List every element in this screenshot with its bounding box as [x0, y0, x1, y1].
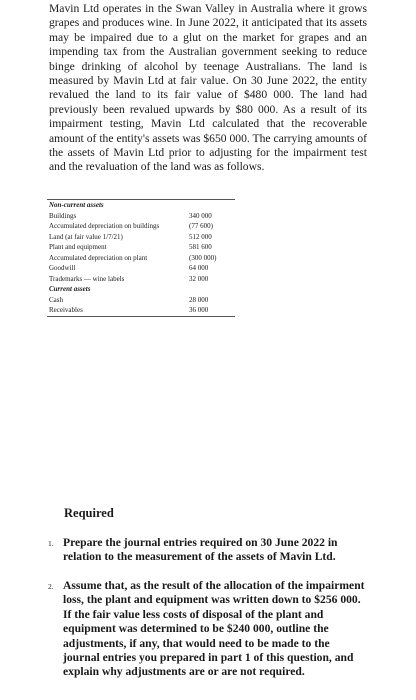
row-label: Accumulated depreciation on buildings: [49, 222, 160, 230]
row-value: 36 000: [189, 306, 209, 314]
table-row: [47, 263, 235, 274]
row-label: Receivables: [49, 306, 83, 314]
row-value: 340 000: [189, 211, 212, 220]
row-value: 512 000: [189, 232, 212, 241]
question-2: [48, 579, 366, 680]
row-value: (77 600): [189, 222, 213, 230]
table-row: [47, 274, 235, 285]
current-heading: Current assets: [49, 285, 91, 293]
row-value: 581 600: [189, 243, 212, 251]
table-section-heading: [47, 200, 235, 211]
question-text: Prepare the journal entries required on 30 June 2022 in relation to the measurement of the assets of Mavin Ltd.: [63, 536, 338, 564]
required-heading: Required: [64, 506, 114, 520]
scenario-paragraph: Mavin Ltd operates in the Swan Valley in Australia where it grows grapes and produces wine. In June 2022, it anticipated that its assets may be impaired due to a glut on the market for grapes and an impending tax from the Australian government seeking to reduce binge drinking of alcohol by teenage Australians. The land is measured by Mavin Ltd at fair value. On 30 June 2022, the entity revalued the land to its fair value of $480 000. The land had previously been revalued upwards by $80 000. As a result of its impairment testing, Mavin Ltd calculated that the recoverable amount of the entity's assets was $650 000. The carrying amounts of the assets of Mavin Ltd prior to adjusting for the impairment test and the revaluation of the land was as follows.: [49, 2, 367, 174]
row-label: Accumulated depreciation on plant: [49, 253, 148, 262]
non-current-heading: Non-current assets: [49, 201, 104, 209]
row-value: 32 000: [189, 274, 209, 283]
table-row: [47, 242, 235, 253]
question-number: 2.: [48, 582, 54, 591]
table-row: [47, 232, 235, 243]
table-row: [47, 211, 235, 222]
table-row: [47, 305, 235, 316]
row-value: (300 000): [189, 253, 217, 262]
table-section-heading: [47, 284, 235, 295]
row-label: Cash: [49, 295, 63, 304]
row-label: Land (at fair value 1/7/21): [49, 232, 123, 241]
row-value: 28 000: [189, 295, 209, 304]
row-label: Plant and equipment: [49, 243, 107, 251]
row-label: Goodwill: [49, 264, 76, 272]
question-number: 1.: [48, 539, 54, 548]
question-text: Assume that, as the result of the allocation of the impairment loss, the plant and equipment was written down to $256 000. If the fair value less costs of disposal of the plant and equipment was determined to be $240 000, outline the adjustments, if any, that would need to be made to the journal entries you prepared in part 1 of this question, and explain why adjustments are or are not required.: [63, 579, 365, 679]
row-label: Buildings: [49, 211, 77, 220]
table-row: [47, 253, 235, 264]
assets-table: [47, 199, 235, 317]
table-row: [47, 295, 235, 306]
row-label: Trademarks — wine labels: [49, 274, 125, 283]
table-row: [47, 221, 235, 232]
row-value: 64 000: [189, 264, 209, 272]
question-1: [48, 536, 366, 565]
